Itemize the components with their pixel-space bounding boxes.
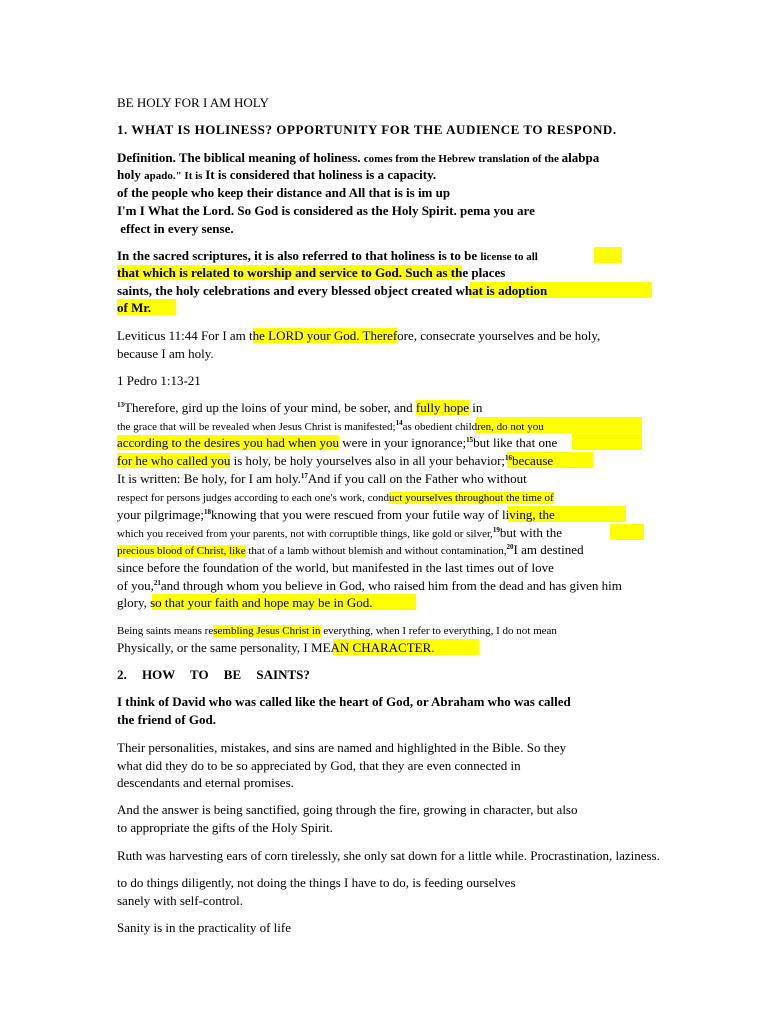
document-title: BE HOLY FOR I AM HOLY bbox=[117, 95, 269, 110]
peter-line-8: which you received from your parents, not with corruptible things, like gold or silver,$^{19}$but with the bbox=[117, 525, 563, 540]
diligence-line-2: sanely with self-control. bbox=[117, 893, 243, 908]
personalities-line-3: descendants and eternal promises. bbox=[117, 775, 294, 790]
definition-line-4: I'm I What the Lord. So God is considered as the Holy Spirit. pema you are bbox=[117, 203, 535, 218]
david-line-2: the friend of God. bbox=[117, 712, 216, 727]
peter-line-10: since before the foundation of the world, but manifested in the last times out of love bbox=[117, 560, 554, 575]
peter-line-9: precious blood of Christ, like that of a lamb without blemish and without contamination,$^{20}$I am destined bbox=[117, 542, 584, 557]
david-line-1: I think of David who was called like the heart of God, or Abraham who was called bbox=[117, 694, 571, 709]
peter-line-6: respect for persons judges according to each one's work, conduct yourselves throughout the time of bbox=[117, 492, 554, 504]
scriptures-line-2: that which is related to worship and service to God. Such as the places bbox=[117, 265, 506, 280]
peter-line-1: $^{13}$Therefore, gird up the loins of your mind, be sober, and fully hope in bbox=[117, 400, 483, 415]
peter-line-11: of you,$^{21}$and through whom you believe in God, who raised him from the dead and has given him bbox=[117, 578, 622, 593]
peter-line-2: the grace that will be revealed when Jesus Christ is manifested;$^{14}$as obedient children, do not you bbox=[117, 419, 544, 433]
ruth-paragraph: Ruth was harvesting ears of corn tirelessly, she only sat down for a little while. Procrastination, laziness. bbox=[117, 848, 660, 863]
scriptures-line-4: of Mr. bbox=[117, 300, 152, 315]
peter-line-12: glory, so that your faith and hope may be in God. bbox=[117, 595, 373, 610]
section-2-heading: 2. HOW TO BE SAINTS? bbox=[117, 667, 310, 682]
peter-line-7: your pilgrimage;$^{18}$knowing that you were rescued from your futile way of living, the bbox=[117, 507, 555, 522]
peter-line-3: according to the desires you had when you were in your ignorance;$^{15}$but like that one bbox=[117, 435, 558, 450]
highlight-mark bbox=[572, 434, 642, 450]
section-1-heading: 1. WHAT IS HOLINESS? OPPORTUNITY FOR THE AUDIENCE TO RESPOND. bbox=[117, 122, 617, 137]
saints-line-2: Physically, or the same personality, I MEAN CHARACTER. bbox=[117, 640, 435, 655]
personalities-line-1: Their personalities, mistakes, and sins are named and highlighted in the Bible. So they bbox=[117, 740, 567, 755]
scriptures-line-1: In the sacred scriptures, it is also referred to that holiness is to be license to all bbox=[117, 248, 538, 263]
saints-line-1: Being saints means resembling Jesus Christ in everything, when I refer to everything, I do not mean bbox=[117, 625, 557, 637]
sanctified-line-2: to appropriate the gifts of the Holy Spirit. bbox=[117, 820, 333, 835]
leviticus-line-2: because I am holy. bbox=[117, 346, 214, 361]
definition-line-5: effect in every sense. bbox=[117, 221, 234, 236]
diligence-line-1: to do things diligently, not doing the things I have to do, is feeding ourselves bbox=[117, 875, 516, 890]
personalities-line-2: what did they do to be so appreciated by God, that they are even connected in bbox=[117, 758, 521, 773]
definition-line-2: holy apado." It is It is considered that holiness is a capacity. bbox=[117, 167, 437, 182]
highlight-mark bbox=[610, 524, 644, 540]
scriptures-line-3: saints, the holy celebrations and every blessed object created what is adoption bbox=[117, 283, 548, 298]
sanctified-line-1: And the answer is being sanctified, going through the fire, growing in character, but also bbox=[117, 802, 578, 817]
highlight-mark bbox=[594, 247, 622, 263]
peter-line-4: for he who called you is holy, be holy yourselves also in all your behavior;$^{16}$because bbox=[117, 453, 554, 468]
definition-line-3: of the people who keep their distance and All that is is im up bbox=[117, 185, 451, 200]
leviticus-line-1: Leviticus 11:44 For I am the LORD your God. Therefore, consecrate yourselves and be holy, bbox=[117, 328, 601, 343]
sanity-paragraph: Sanity is in the practicality of life bbox=[117, 920, 292, 935]
peter-line-5: It is written: Be holy, for I am holy.$^{17}$And if you call on the Father who without bbox=[117, 471, 527, 486]
definition-line-1: Definition. The biblical meaning of holiness. comes from the Hebrew translation of the alabpa bbox=[117, 150, 600, 165]
peter-reference: 1 Pedro 1:13-21 bbox=[117, 373, 201, 388]
